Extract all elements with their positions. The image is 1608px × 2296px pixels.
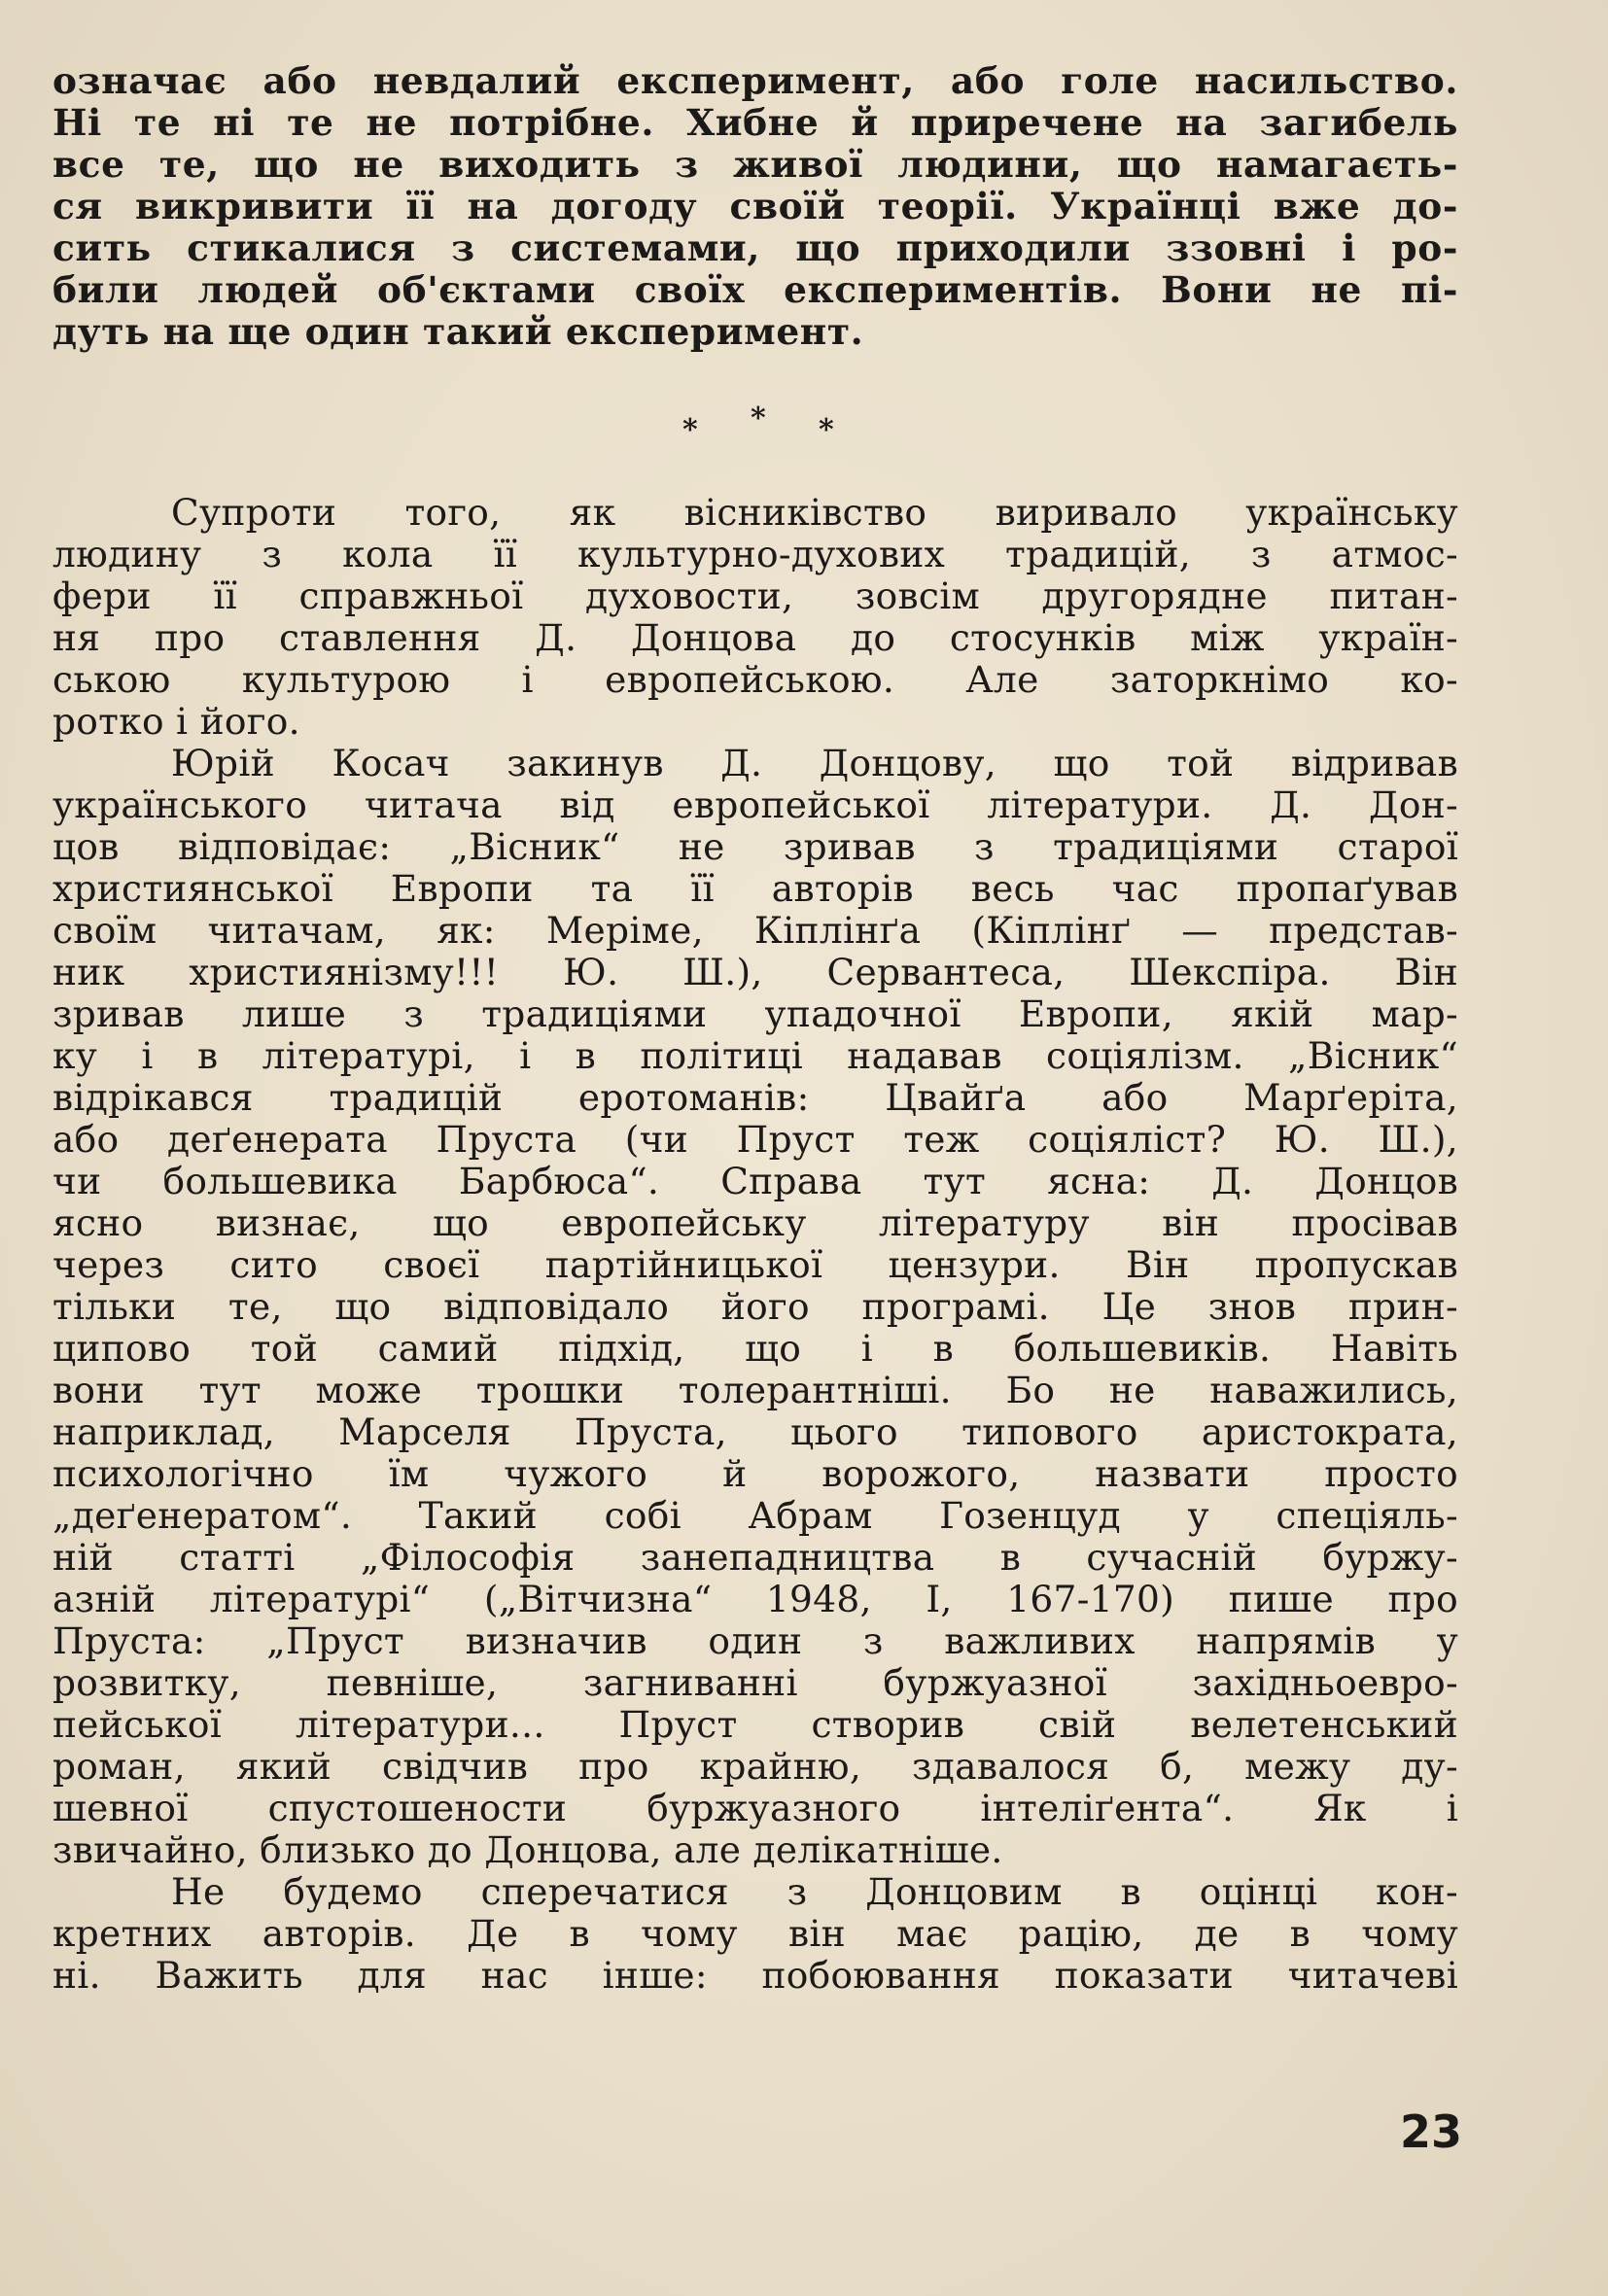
text-line: сить стикалися з системами, що приходили ззовні і ро- [52, 226, 1458, 269]
text-line: ся викривити її на догоду своїй теорії. Українці вже до- [52, 185, 1458, 227]
text-line: ні. Важить для нас інше: побоювання показати читачеві [52, 1954, 1458, 1997]
text-line: психологічно їм чужого й ворожого, назвати просто [52, 1452, 1458, 1495]
text-line: кретних авторів. Де в чому він має рацію, де в чому [52, 1912, 1458, 1955]
text-line: наприклад, Марселя Пруста, цього типового аристократа, [52, 1410, 1458, 1453]
text-line: цов відповідає: „Вісник“ не зривав з традиціями старої [52, 825, 1458, 868]
text-line: ній статті „Філософія занепадництва в сучасній буржу- [52, 1536, 1458, 1579]
text-line: дуть на ще один такий експеримент. [52, 310, 864, 353]
text-line: християнської Европи та її авторів весь час пропаґував [52, 867, 1458, 910]
separator-star: * [682, 413, 698, 447]
text-line: Пруста: „Пруст визначив один з важливих напрямів у [52, 1619, 1458, 1662]
paragraph-continuation [52, 60, 1458, 353]
text-line: людину з кола її культурно-духових традицій, з атмос- [52, 533, 1458, 575]
text-line: або деґенерата Пруста (чи Пруст теж соціяліст? Ю. Ш.), [52, 1118, 1458, 1161]
text-line: пейської літератури... Пруст створив свій велетенський [52, 1703, 1458, 1746]
text-line: шевної спустошености буржуазного інтеліґента“. Як і [52, 1787, 1458, 1829]
text-line: розвитку, певніше, загниванні буржуазної західньоевро- [52, 1661, 1458, 1704]
text-line: азній літературі“ („Вітчизна“ 1948, I, 167-170) пише про [52, 1578, 1458, 1620]
text-line: фери її справжньої духовости, зовсім другорядне питан- [52, 574, 1458, 617]
text-line: все те, що не виходить з живої людини, що намагаєть- [52, 143, 1458, 186]
text-line: ку і в літературі, і в політиці надавав соціялізм. „Вісник“ [52, 1034, 1458, 1077]
text-column [52, 60, 1458, 1997]
text-line: означає або невдалий експеримент, або голе насильство. [52, 59, 1458, 102]
separator-star: * [751, 401, 766, 435]
text-line: зривав лише з традиціями упадочної Европи, якій мар- [52, 992, 1458, 1035]
text-line: били людей об'єктами своїх експериментів. Вони не пі- [52, 268, 1458, 311]
text-line: ник християнізму!!! Ю. Ш.), Сервантеса, Шекспіра. Він [52, 951, 1458, 993]
text-line: ротко і його. [52, 700, 300, 743]
paragraph-section [52, 492, 1458, 1997]
text-line: „деґенератом“. Такий собі Абрам Гозенцуд у спеціяль- [52, 1494, 1458, 1537]
text-line: Ні те ні те не потрібне. Хибне й приречене на загибель [52, 101, 1458, 144]
text-line: відрікався традицій еротоманів: Цвайґа або Марґеріта, [52, 1076, 1458, 1119]
section-separator [52, 353, 1458, 492]
text-line: своїм читачам, як: Меріме, Кіплінґа (Кіплінґ — представ- [52, 909, 1458, 952]
separator-star: * [819, 413, 834, 447]
text-line: тільки те, що відповідало його програмі. Це знов прин- [52, 1285, 1458, 1328]
text-line: ня про ставлення Д. Донцова до стосунків між україн- [52, 616, 1458, 659]
text-line: ською культурою і европейською. Але заторкнімо ко- [52, 658, 1458, 701]
page-number: 23 [1400, 2105, 1463, 2158]
text-line: чи большевика Барбюса“. Справа тут ясна: Д. Донцов [52, 1160, 1458, 1202]
text-line: Не будемо сперечатися з Донцовим в оцінці кон- [171, 1870, 1458, 1913]
text-line: через сито своєї партійницької цензури. Він пропускав [52, 1243, 1458, 1286]
text-line: звичайно, близько до Донцова, але делікатніше. [52, 1828, 1003, 1871]
text-line: ципово той самий підхід, що і в большевиків. Навіть [52, 1327, 1458, 1370]
text-line: Супроти того, як вісниківство виривало українську [171, 491, 1458, 534]
text-line: Юрій Косач закинув Д. Донцову, що той відривав [171, 742, 1458, 784]
text-line: роман, який свідчив про крайню, здавалося б, межу ду- [52, 1745, 1458, 1788]
text-line: ясно визнає, що европейську літературу він просівав [52, 1201, 1458, 1244]
text-line: українського читача від европейської літератури. Д. Дон- [52, 783, 1458, 826]
text-line: вони тут може трошки толерантніші. Бо не наважились, [52, 1369, 1458, 1411]
